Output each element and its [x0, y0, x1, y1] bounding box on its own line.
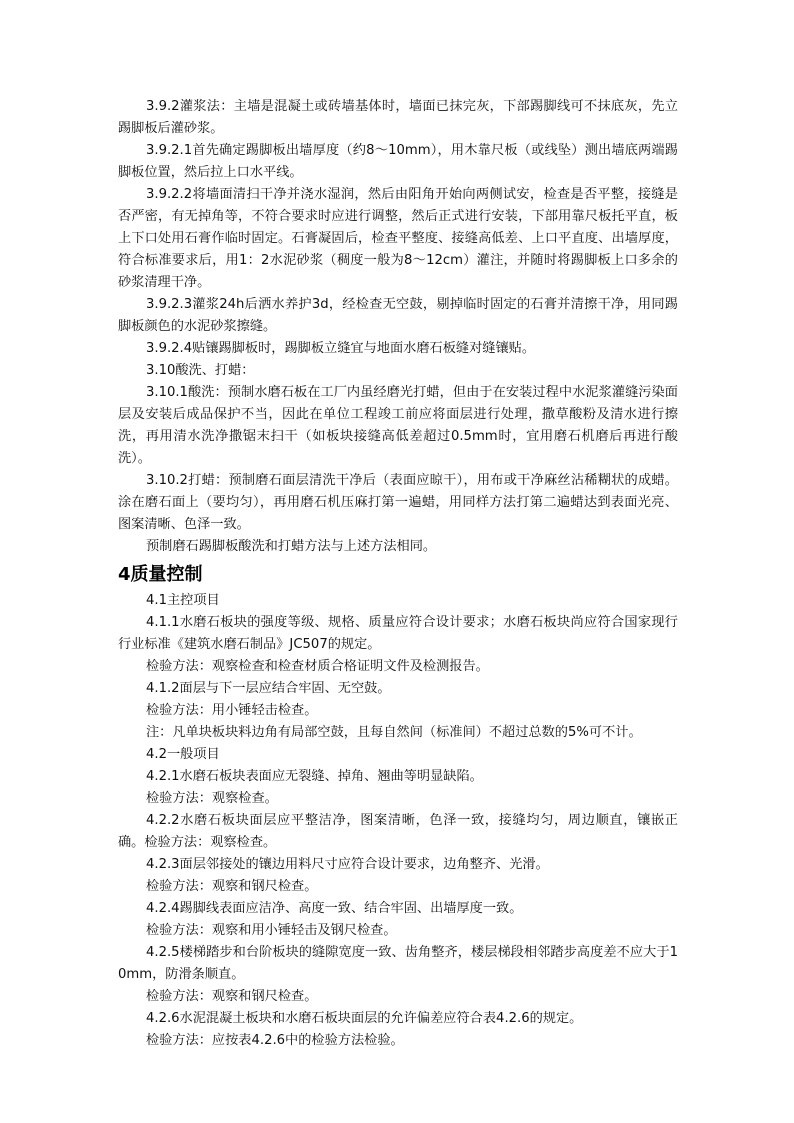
subheading-general-items: 4.2一般项目	[146, 747, 220, 762]
paragraph-4-2-6: 4.2.6水泥混凝土板块和水磨石板块面层的允许偏差应符合表4.2.6的规定。	[146, 1011, 583, 1026]
inspection-method-4-2-3: 检验方法：观察和钢尺检查。	[146, 879, 318, 894]
paragraph-4-2-1: 4.2.1水磨石板块表面应无裂缝、掉角、翘曲等明显缺陷。	[146, 769, 483, 784]
inspection-method-4-2-4: 检验方法：观察和用小锤轻击及钢尺检查。	[146, 923, 397, 938]
document-page	[118, 96, 678, 1052]
paragraph-3-10-1: 3.10.1酸洗：预制水磨石板在工厂内虽经磨光打蜡，但由于在安装过程中水泥浆灌缝污染面层及安装后成品保护不当，因此在单位工程竣工前应将面层进行处理，撒草酸粉及清水进行擦洗，再用清水洗净撒锯末扫干（如板块接缝高低差超过0.5mm时，宜用磨石机磨后再进行酸洗）。	[118, 385, 678, 466]
paragraph-3-9-2-3: 3.9.2.3灌浆24h后洒水养护3d，经检查无空鼓，剔掉临时固定的石膏并清擦干净，用同踢脚板颜色的水泥砂浆擦缝。	[118, 297, 678, 334]
subheading-main-items: 4.1主控项目	[146, 593, 220, 608]
paragraph-3-9-2-2: 3.9.2.2将墙面清扫干净并浇水湿润，然后由阳角开始向两侧试安，检查是否平整，接缝是否严密，有无掉角等，不符合要求时应进行调整，然后正式进行安装，下部用靠尺板托平直，板上下口处用石膏作临时固定。石膏凝固后，检查平整度、接缝高低差、上口平直度、出墙厚度，符合标准要求后，用1：2水泥砂浆（稠度一般为8～12cm）灌注，并随时将踢脚板上口多余的砂浆清理干净。	[118, 187, 678, 290]
subheading-3-10: 3.10酸洗、打蜡：	[146, 363, 255, 378]
paragraph-4-2-4: 4.2.4踢脚线表面应洁净、高度一致、结合牢固、出墙厚度一致。	[146, 901, 523, 916]
note-4-1-2: 注：凡单块板块料边角有局部空鼓，且每自然间（标准间）不超过总数的5%可不计。	[146, 725, 642, 740]
paragraph-3-9-2-1: 3.9.2.1首先确定踢脚板出墙厚度（约8～10mm），用木靠尺板（或线坠）测出墙底两端踢脚板位置，然后拉上口水平线。	[118, 143, 678, 180]
inspection-method-4-2-1: 检验方法：观察检查。	[146, 791, 278, 806]
paragraph-3-9-2-4: 3.9.2.4贴镶踢脚板时，踢脚板立缝宜与地面水磨石板缝对缝镶贴。	[146, 341, 536, 356]
paragraph-4-1-2: 4.1.2面层与下一层应结合牢固、无空鼓。	[146, 681, 391, 696]
paragraph-4-2-3: 4.2.3面层邻接处的镶边用料尺寸应符合设计要求，边角整齐、光滑。	[146, 857, 549, 872]
paragraph-3-9-2: 3.9.2灌浆法：主墙是混凝土或砖墙基体时，墙面已抹完灰，下部踢脚线可不抹底灰，先立踢脚板后灌砂浆。	[118, 99, 678, 136]
paragraph-4-1-1: 4.1.1水磨石板块的强度等级、规格、质量应符合设计要求；水磨石板块尚应符合国家现行行业标准《建筑水磨石制品》JC507的规定。	[118, 615, 678, 652]
inspection-method-4-1-1: 检验方法：观察检查和检查材质合格证明文件及检测报告。	[146, 659, 489, 674]
inspection-method-4-2-5: 检验方法：观察和钢尺检查。	[146, 989, 318, 1004]
paragraph-4-2-5: 4.2.5楼梯踏步和台阶板块的缝隙宽度一致、齿角整齐，楼层梯段相邻踏步高度差不应大于10mm，防滑条顺直。	[118, 945, 678, 982]
inspection-method-4-1-2: 检验方法：用小锤轻击检查。	[146, 703, 318, 718]
paragraph-3-10-2: 3.10.2打蜡：预制磨石面层清洗干净后（表面应晾干），用布或干净麻丝沾稀糊状的成蜡。涂在磨石面上（要均匀），再用磨石机压麻打第一遍蜡，用同样方法打第二遍蜡达到表面光亮、图案清晰、色泽一致。	[118, 473, 678, 532]
inspection-method-4-2-6: 检验方法：应按表4.2.6中的检验方法检验。	[146, 1033, 404, 1048]
section-heading-quality-control: 4质量控制	[118, 564, 203, 585]
paragraph-4-2-2: 4.2.2水磨石板块面层应平整洁净，图案清晰，色泽一致，接缝均匀，周边顺直，镶嵌正确。检验方法：观察检查。	[118, 813, 678, 850]
paragraph-terrazzo-skirting: 预制磨石踢脚板酸洗和打蜡方法与上述方法相同。	[146, 539, 437, 554]
